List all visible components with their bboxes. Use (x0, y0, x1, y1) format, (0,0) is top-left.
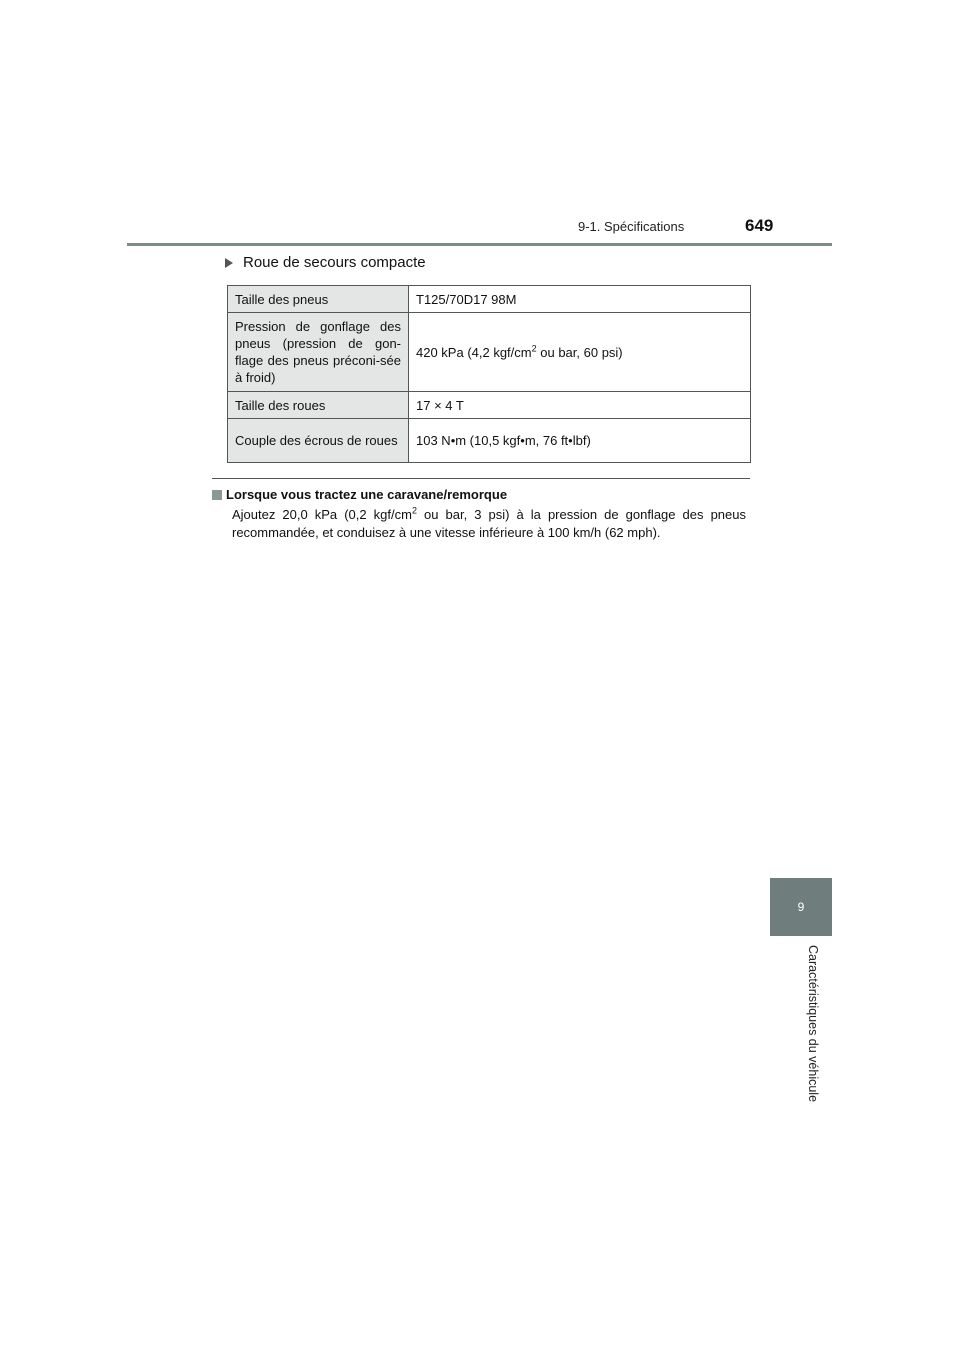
superscript: 2 (411, 505, 417, 516)
chapter-label: Caractéristiques du véhicule (806, 945, 820, 1103)
table-row (228, 313, 751, 392)
superscript: 2 (531, 343, 537, 354)
section-title: 9-1. Spécifications (578, 219, 685, 234)
subheading-text: Roue de secours compacte (243, 254, 426, 271)
triangle-bullet-icon (225, 258, 233, 268)
spec-value: 17 × 4 T (409, 392, 751, 419)
table-row (228, 392, 751, 419)
note-text: Ajoutez 20,0 kPa (0,2 kgf/cm (232, 507, 412, 522)
spec-label: Couple des écrous de roues (228, 419, 409, 463)
note-body (232, 506, 746, 542)
subheading (225, 254, 426, 271)
page-number: 649 (745, 216, 774, 235)
spec-value-text: 420 kPa (4,2 kgf/cm (416, 344, 532, 360)
spec-label: Pression de gonflage des pneus (pression de gon-flage des pneus préconi-sée à froid) (228, 313, 409, 392)
note-heading (212, 487, 507, 502)
spec-value-text: ou bar, 60 psi) (536, 344, 623, 360)
chapter-number: 9 (797, 900, 805, 914)
section-divider (212, 478, 750, 479)
header-divider (127, 243, 832, 246)
square-bullet-icon (212, 490, 222, 500)
spare-tire-spec-table (227, 285, 751, 463)
spec-value: 103 N•m (10,5 kgf•m, 76 ft•lbf) (409, 419, 751, 463)
table-row (228, 286, 751, 313)
spec-label: Taille des pneus (228, 286, 409, 313)
note-title-text: Lorsque vous tractez une caravane/remorque (226, 487, 508, 502)
note-text: ou bar, 3 psi) à la pression de gonflage des pneus recommandée, et conduisez à une vitesse inférieure à 100 km/h (62 mph). (232, 507, 746, 540)
spec-label: Taille des roues (228, 392, 409, 419)
chapter-tab (770, 878, 832, 936)
spec-value: T125/70D17 98M (409, 286, 751, 313)
table-row (228, 419, 751, 463)
spec-value (409, 313, 751, 392)
